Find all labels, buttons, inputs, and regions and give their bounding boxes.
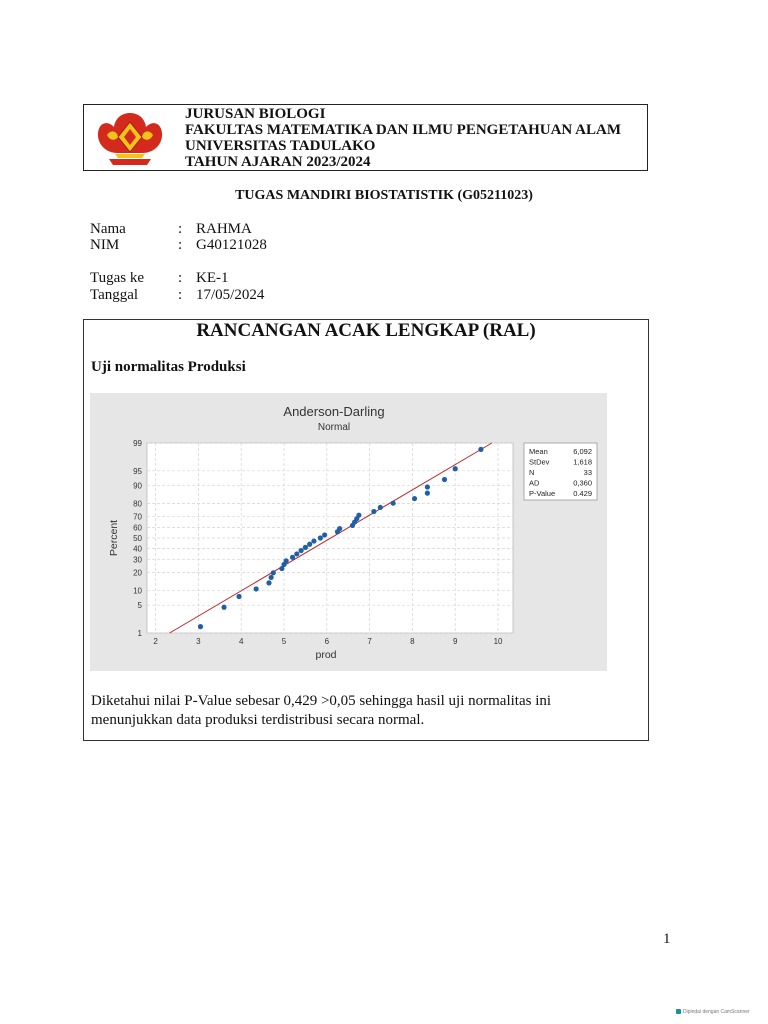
department-line: JURUSAN BIOLOGI	[185, 106, 326, 122]
data-point	[290, 555, 295, 560]
data-point	[303, 545, 308, 550]
data-point	[442, 477, 447, 482]
y-tick-label: 10	[133, 586, 142, 596]
subheading: Uji normalitas Produksi	[91, 359, 246, 375]
stats-label: StDev	[529, 457, 550, 467]
data-point	[425, 491, 430, 496]
y-tick-label: 5	[137, 601, 142, 611]
data-point	[254, 586, 259, 591]
x-tick-label: 7	[367, 637, 372, 646]
data-point	[299, 548, 304, 553]
data-point	[318, 535, 323, 540]
info-separator: :	[178, 270, 183, 286]
chart-panel	[90, 393, 607, 671]
info-value-task: KE-1	[196, 270, 229, 286]
data-point	[307, 542, 312, 547]
data-point	[322, 532, 327, 537]
data-point	[221, 605, 226, 610]
x-axis-label: prod	[315, 649, 337, 661]
x-tick-label: 5	[281, 637, 287, 646]
data-point	[412, 496, 417, 501]
stats-label: P-Value	[529, 489, 556, 498]
x-tick-label: 3	[196, 637, 201, 646]
university-line: UNIVERSITAS TADULAKO	[185, 138, 376, 154]
stats-value: 0.429	[573, 489, 592, 498]
stats-value: 1,618	[573, 457, 592, 467]
x-tick-label: 2	[153, 637, 158, 646]
info-value-name: RAHMA	[196, 221, 252, 237]
academic-year-line: TAHUN AJARAN 2023/2024	[185, 154, 371, 170]
scanner-watermark	[676, 1009, 750, 1015]
y-tick-label: 30	[133, 555, 142, 565]
info-label-task: Tugas ke	[90, 270, 145, 286]
y-axis-label: Percent	[108, 519, 120, 557]
stats-label: AD	[529, 478, 540, 488]
data-point	[425, 484, 430, 489]
stats-value: 6,092	[573, 447, 592, 456]
x-tick-label: 4	[238, 637, 244, 646]
data-point	[311, 538, 316, 543]
info-separator: :	[178, 221, 183, 237]
y-tick-label: 90	[133, 481, 142, 491]
info-label-name: Nama	[90, 221, 126, 237]
section-title: RANCANGAN ACAK LENGKAP (RAL)	[196, 320, 536, 341]
chart-title: Anderson-Darling	[283, 404, 385, 419]
info-value-date: 17/05/2024	[196, 287, 265, 303]
stats-label: Mean	[529, 447, 548, 456]
chart-subtitle: Normal	[317, 422, 351, 433]
data-point	[453, 466, 458, 471]
y-tick-label: 60	[133, 523, 142, 533]
data-point	[478, 447, 483, 452]
data-point	[236, 594, 241, 599]
y-tick-label: 99	[133, 439, 142, 448]
data-point	[266, 580, 271, 585]
y-tick-label: 20	[133, 568, 142, 578]
info-separator: :	[178, 287, 183, 303]
info-value-nim: G40121028	[196, 237, 267, 253]
data-point	[198, 624, 203, 629]
x-tick-label: 8	[410, 637, 415, 646]
x-tick-label: 6	[324, 637, 330, 646]
x-tick-label: 9	[452, 637, 458, 646]
header-text	[185, 106, 621, 170]
data-point	[391, 501, 396, 506]
y-tick-label: 70	[133, 512, 142, 522]
data-point	[371, 509, 376, 514]
conclusion-text: Diketahui nilai P-Value sebesar 0,429 >0,05 sehingga hasil uji normalitas ini menunjukkan data produksi terdistribusi secara normal.	[91, 693, 552, 728]
stats-label: N	[529, 468, 535, 477]
y-tick-labels	[133, 439, 142, 638]
x-tick-label: 10	[493, 637, 503, 646]
stats-value: 0,360	[573, 478, 592, 488]
university-logo	[95, 107, 165, 169]
y-tick-label: 1	[137, 629, 142, 638]
data-point	[269, 575, 274, 580]
data-point	[271, 570, 276, 575]
data-point	[337, 526, 342, 531]
scanner-note: Dipindai dengan CamScanner	[683, 1009, 750, 1015]
info-label-nim: NIM	[90, 237, 120, 253]
info-label-date: Tanggal	[90, 287, 139, 303]
y-tick-label: 80	[133, 499, 142, 509]
data-point	[294, 551, 299, 556]
task-title: TUGAS MANDIRI BIOSTATISTIK (G05211023)	[235, 188, 533, 203]
x-tick-labels	[153, 637, 503, 646]
data-point	[284, 558, 289, 563]
y-tick-label: 40	[133, 544, 142, 554]
faculty-line: FAKULTAS MATEMATIKA DAN ILMU PENGETAHUAN ALAM	[185, 122, 621, 138]
y-tick-label: 95	[133, 466, 142, 476]
info-separator: :	[178, 237, 183, 253]
probability-plot	[90, 393, 607, 671]
y-tick-label: 50	[133, 534, 142, 543]
data-point	[378, 505, 383, 510]
page-number: 1	[663, 931, 671, 947]
stats-value: 33	[583, 468, 592, 477]
camscanner-icon	[676, 1009, 681, 1014]
data-point	[356, 513, 361, 518]
